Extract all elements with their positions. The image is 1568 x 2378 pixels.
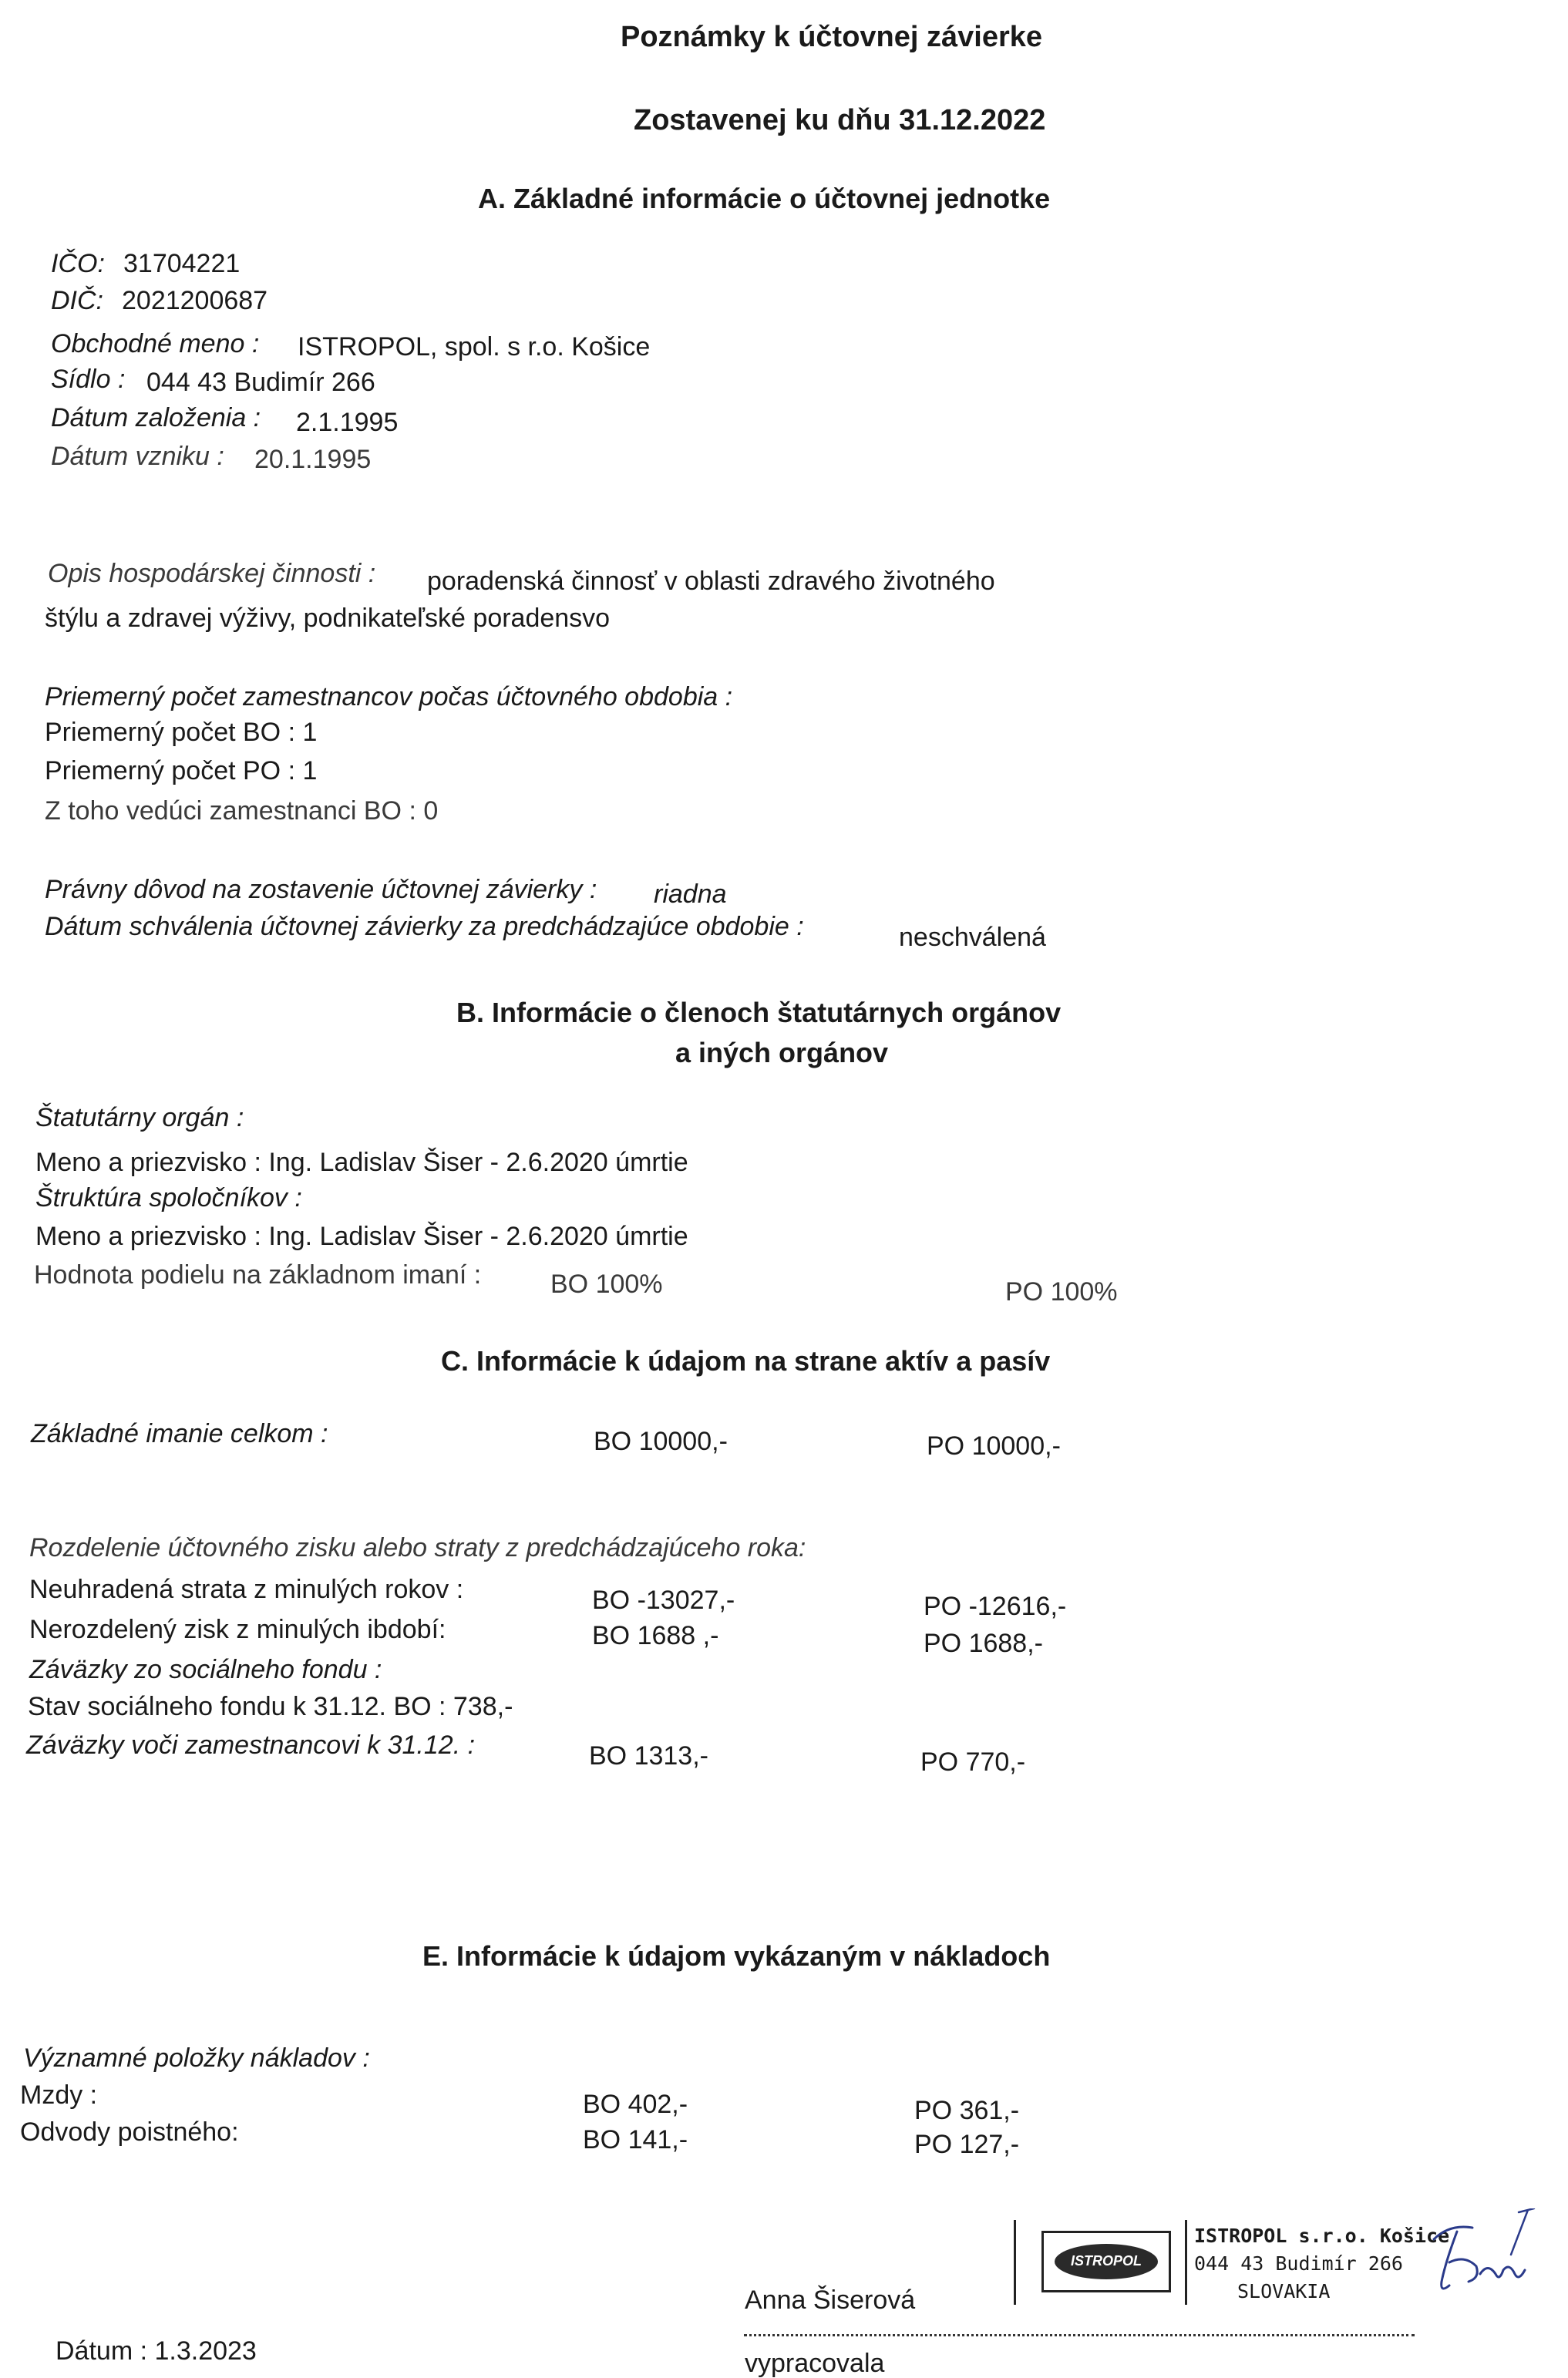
seat-value: 044 43 Budimír 266 [146, 368, 375, 397]
founded-label: Dátum založenia : [51, 403, 261, 432]
ico-value: 31704221 [123, 249, 241, 278]
date-text: Dátum : 1.3.2023 [56, 2336, 257, 2366]
partners-name: Meno a priezvisko : Ing. Ladislav Šiser - 2.6.2020 úmrtie [35, 1222, 688, 1251]
loss-po: PO -12616,- [924, 1592, 1067, 1621]
document-subtitle: Zostavenej ku dňu 31.12.2022 [634, 104, 1046, 136]
stamp-divider [1185, 2220, 1187, 2305]
share-bo: BO 100% [550, 1270, 663, 1299]
social-fund-state: Stav sociálneho fondu k 31.12. BO : 738,- [28, 1692, 513, 1721]
partners-label: Štruktúra spoločníkov : [35, 1183, 302, 1213]
employees-bo: Priemerný počet BO : 1 [45, 718, 318, 747]
wages-label: Mzdy : [20, 2080, 98, 2110]
stamp-line-1: ISTROPOL s.r.o. Košice [1194, 2225, 1450, 2247]
capital-label: Základné imanie celkom : [31, 1419, 328, 1448]
created-label: Dátum vzniku : [51, 442, 224, 471]
reason-value: riadna [654, 880, 727, 909]
stamp-line-2: 044 43 Budimír 266 [1194, 2252, 1403, 2275]
stamp-left-border [1014, 2220, 1016, 2305]
statutory-label: Štatutárny orgán : [35, 1103, 244, 1132]
employees-po: Priemerný počet PO : 1 [45, 756, 318, 785]
section-b-heading-1: B. Informácie o členoch štatutárnych orgánov [456, 997, 1062, 1028]
activity-label: Opis hospodárskej činnosti : [48, 559, 376, 588]
section-b-heading-2: a iných orgánov [675, 1037, 889, 1068]
employee-liabilities-po: PO 770,- [920, 1747, 1026, 1777]
stamp-logo-text: ISTROPOL [1070, 2253, 1142, 2269]
share-po: PO 100% [1005, 1277, 1118, 1307]
founded-value: 2.1.1995 [296, 408, 399, 437]
statutory-name: Meno a priezvisko : Ing. Ladislav Šiser - 2.6.2020 úmrtie [35, 1148, 688, 1177]
capital-po: PO 10000,- [927, 1431, 1061, 1461]
dic-label: DIČ: [51, 286, 103, 315]
section-c-heading: C. Informácie k údajom na strane aktív a pasív [441, 1345, 1051, 1377]
section-a-heading: A. Základné informácie o účtovnej jednotke [478, 183, 1051, 214]
section-e-heading: E. Informácie k údajom vykázaným v nákladoch [422, 1940, 1051, 1972]
profit-label: Nerozdelený zisk z minulých ibdobí: [29, 1615, 446, 1644]
dic-value: 2021200687 [122, 286, 268, 315]
activity-value-line-1: poradenská činnosť v oblasti zdravého životného [427, 567, 995, 596]
employees-managers: Z toho vedúci zamestnanci BO : 0 [45, 796, 439, 826]
insurance-po: PO 127,- [914, 2130, 1020, 2159]
insurance-label: Odvody poistného: [20, 2117, 239, 2147]
employee-liabilities-bo: BO 1313,- [589, 1741, 708, 1771]
distribution-label: Rozdelenie účtovného zisku alebo straty z predchádzajúceho roka: [29, 1533, 806, 1562]
loss-bo: BO -13027,- [592, 1586, 735, 1615]
ico-label: IČO: [51, 249, 105, 278]
stamp-line-3: SLOVAKIA [1237, 2280, 1331, 2302]
created-value: 20.1.1995 [254, 445, 372, 474]
prepared-by-label: vypracovala [745, 2349, 885, 2378]
loss-label: Neuhradená strata z minulých rokov : [29, 1575, 464, 1604]
employee-liabilities-label: Záväzky voči zamestnancovi k 31.12. : [26, 1731, 476, 1760]
profit-po: PO 1688,- [924, 1629, 1043, 1658]
stamp-logo-box [1041, 2231, 1171, 2292]
capital-bo: BO 10000,- [594, 1427, 728, 1456]
social-fund-label: Záväzky zo sociálneho fondu : [29, 1655, 382, 1684]
reason-label: Právny dôvod na zostavenie účtovnej závierky : [45, 875, 597, 904]
approval-label: Dátum schválenia účtovnej závierky za predchádzajúce obdobie : [45, 912, 804, 941]
document-title: Poznámky k účtovnej závierke [621, 21, 1043, 53]
seat-label: Sídlo : [51, 365, 126, 394]
company-name-value: ISTROPOL, spol. s r.o. Košice [298, 332, 651, 362]
prepared-by-name: Anna Šiserová [745, 2286, 916, 2315]
share-label: Hodnota podielu na základnom imaní : [34, 1260, 482, 1290]
costs-label: Významné položky nákladov : [23, 2043, 370, 2073]
company-name-label: Obchodné meno : [51, 329, 260, 358]
wages-bo: BO 402,- [583, 2090, 688, 2119]
approval-value: neschválená [899, 923, 1046, 952]
company-stamp [1014, 2220, 1450, 2305]
insurance-bo: BO 141,- [583, 2125, 688, 2154]
wages-po: PO 361,- [914, 2096, 1020, 2125]
employees-label: Priemerný počet zamestnancov počas účtovného obdobia : [45, 682, 733, 711]
signature-dotted-line [744, 2334, 1415, 2336]
activity-value-line-2: štýlu a zdravej výživy, podnikateľské poradensvo [45, 604, 611, 633]
handwritten-signature-icon [1403, 2208, 1542, 2301]
profit-bo: BO 1688 ,- [592, 1621, 719, 1650]
